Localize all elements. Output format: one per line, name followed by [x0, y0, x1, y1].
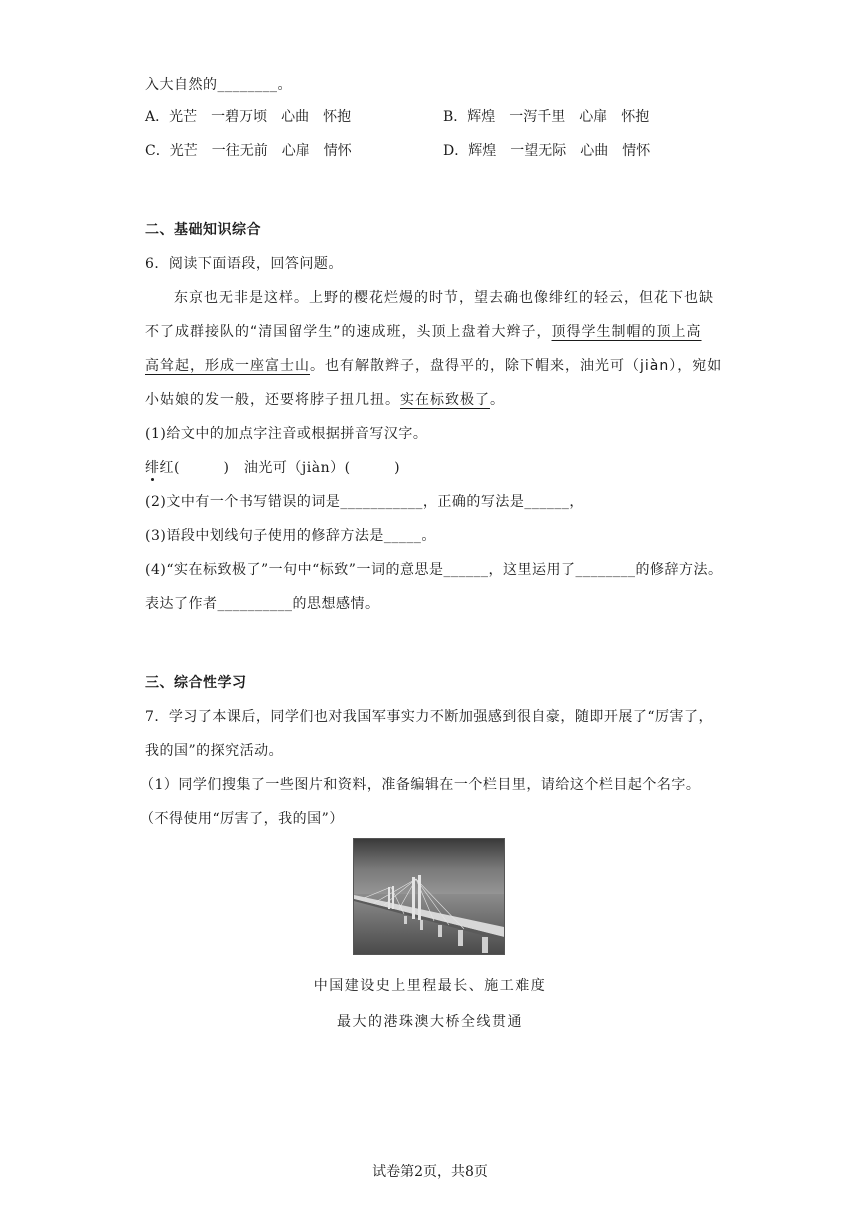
q6-sub1-answer: [145, 457, 400, 477]
dotted-character: 绯: [145, 460, 160, 476]
q5-option-a: A．光芒 一碧万顷 心曲 怀抱: [145, 109, 352, 125]
q6-sub4-continued: 表达了作者__________的思想感情。: [145, 596, 380, 612]
section-2-heading: 二、基础知识综合: [145, 222, 261, 238]
underlined-sentence-part1: 顶得学生制帽的顶上高: [551, 324, 702, 340]
photo-caption-line-2: 最大的港珠澳大桥全线贯通: [337, 1014, 523, 1030]
q7-stem-line-1: 7．学习了本课后，同学们也对我国军事实力不断加强感到很自豪，随即开展了“厉害了，: [145, 709, 714, 725]
q7-sub1-note: （不得使用“厉害了，我的国”）: [140, 811, 344, 827]
passage-line-3: [145, 355, 722, 375]
section-3-heading: 三、综合性学习: [145, 675, 247, 691]
q6-sub2: (2)文中有一个书写错误的词是___________，正确的写法是______，: [145, 494, 584, 510]
q6-sub4: (4)“实在标致极了”一句中“标致”一词的意思是______，这里运用了________的修辞方法。: [145, 562, 723, 578]
q7-stem-line-2: 我的国”的探究活动。: [145, 743, 284, 759]
q6-stem: 6．阅读下面语段，回答问题。: [145, 256, 343, 272]
passage-text: 。: [490, 392, 505, 408]
bridge-photo: [353, 838, 505, 955]
passage-line-1: 东京也无非是这样。上野的樱花烂熳的时节，望去确也像绯红的轻云，但花下也缺: [174, 290, 714, 306]
underlined-phrase: 实在标致极了: [400, 392, 490, 408]
q5-stem-tail: 入大自然的________。: [145, 77, 292, 93]
q6-sub1: (1)给文中的加点字注音或根据拼音写汉字。: [145, 426, 428, 442]
passage-text: 不了成群接队的“清国留学生”的速成班，头顶上盘着大辫子，: [145, 324, 552, 340]
page-footer: 试卷第2页，共8页: [372, 1164, 488, 1180]
photo-caption-line-1: 中国建设史上里程最长、施工难度: [313, 978, 547, 994]
underlined-sentence-part2: 高耸起，形成一座富士山: [145, 358, 310, 374]
bridge-illustration: [354, 839, 504, 954]
passage-text: 小姑娘的发一般，还要将脖子扭几扭。: [145, 392, 400, 408]
passage-text: 。也有解散辫子，盘得平的，除下帽来，油光可（jiàn），宛如: [310, 358, 723, 374]
q6-sub3: (3)语段中划线句子使用的修辞方法是_____。: [145, 528, 436, 544]
answer-blanks: 红( ) 油光可（jiàn）( ): [159, 460, 401, 476]
q5-option-b: B．辉煌 一泻千里 心扉 怀抱: [443, 109, 650, 125]
q5-option-c: C．光芒 一往无前 心扉 情怀: [145, 143, 352, 159]
q7-sub1: （1）同学们搜集了一些图片和资料，准备编辑在一个栏目里，请给这个栏目起个名字。: [140, 777, 701, 793]
passage-line-2: [145, 321, 702, 341]
passage-line-4: [145, 389, 505, 409]
q5-option-d: D．辉煌 一望无际 心曲 情怀: [443, 143, 651, 159]
